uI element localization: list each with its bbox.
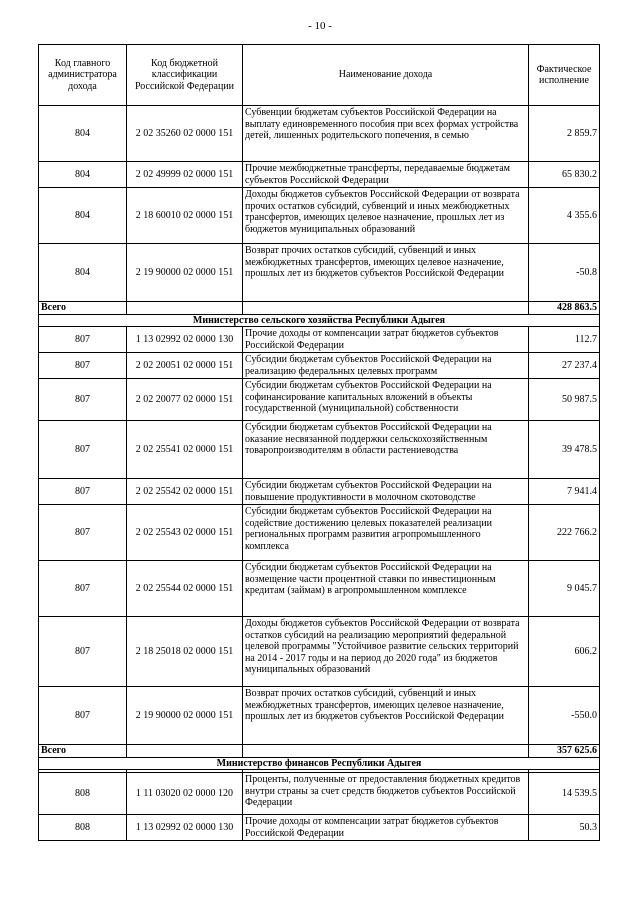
section-title: Министерство сельского хозяйства Республики Адыгея <box>39 314 600 327</box>
table-row <box>39 617 600 687</box>
income-name-cell: Возврат прочих остатков субсидий, субвенций и иных межбюджетных трансфертов, имеющих целевое назначение, прошлых лет из бюджетов субъектов Российской Федерации <box>243 687 529 745</box>
total-label: Всего <box>39 745 127 758</box>
header-budget-class: Код бюджетной классификации Российской Федерации <box>127 45 243 106</box>
total-empty-cell <box>127 302 243 315</box>
budget-class-cell: 2 02 25542 02 0000 151 <box>127 479 243 505</box>
actual-value-cell: 9 045.7 <box>529 561 600 617</box>
total-row <box>39 302 600 315</box>
income-name-cell: Субсидии бюджетам субъектов Российской Федерации на содействие достижению целевых показателей реализации региональных программ развития агропромышленного комплекса <box>243 505 529 561</box>
income-name-cell: Прочие доходы от компенсации затрат бюджетов субъектов Российской Федерации <box>243 815 529 841</box>
income-name-cell: Субсидии бюджетам субъектов Российской Федерации на оказание несвязанной поддержки сельскохозяйственным товаропроизводителям в области растениеводства <box>243 421 529 479</box>
income-name-cell: Возврат прочих остатков субсидий, субвенций и иных межбюджетных трансфертов, имеющих целевое назначение, прошлых лет из бюджетов субъектов Российской Федерации <box>243 244 529 302</box>
budget-class-cell: 2 02 25543 02 0000 151 <box>127 505 243 561</box>
total-value: 428 863.5 <box>529 302 600 315</box>
actual-value-cell: 27 237.4 <box>529 353 600 379</box>
admin-code-cell: 807 <box>39 561 127 617</box>
income-name-cell: Субсидии бюджетам субъектов Российской Федерации на возмещение части процентной ставки по инвестиционным кредитам (займам) в агропромышленном комплексе <box>243 561 529 617</box>
admin-code-cell: 804 <box>39 188 127 244</box>
actual-value-cell: 50 987.5 <box>529 379 600 421</box>
admin-code-cell: 804 <box>39 162 127 188</box>
table-row <box>39 162 600 188</box>
income-name-cell: Проценты, полученные от предоставления бюджетных кредитов внутри страны за счет средств бюджетов субъектов Российской Федерации <box>243 773 529 815</box>
admin-code-cell: 808 <box>39 773 127 815</box>
total-empty-cell <box>127 745 243 758</box>
page-number: - 10 - <box>308 20 332 32</box>
budget-class-cell: 2 02 20077 02 0000 151 <box>127 379 243 421</box>
table-row <box>39 379 600 421</box>
total-label: Всего <box>39 302 127 315</box>
actual-value-cell: 606.2 <box>529 617 600 687</box>
table-row <box>39 505 600 561</box>
header-actual: Фактическое исполнение <box>529 45 600 106</box>
actual-value-cell: 39 478.5 <box>529 421 600 479</box>
actual-value-cell: 222 766.2 <box>529 505 600 561</box>
admin-code-cell: 807 <box>39 479 127 505</box>
admin-code-cell: 807 <box>39 353 127 379</box>
table-row <box>39 773 600 815</box>
table-row <box>39 561 600 617</box>
income-name-cell: Прочие доходы от компенсации затрат бюджетов субъектов Российской Федерации <box>243 327 529 353</box>
section-header-row <box>39 757 600 770</box>
actual-value-cell: 14 539.5 <box>529 773 600 815</box>
budget-class-cell: 1 11 03020 02 0000 120 <box>127 773 243 815</box>
income-name-cell: Субвенции бюджетам субъектов Российской Федерации на выплату единовременного пособия при всех формах устройства детей, лишенных родительского попечения, в семью <box>243 106 529 162</box>
budget-class-cell: 2 18 60010 02 0000 151 <box>127 188 243 244</box>
actual-value-cell: -550.0 <box>529 687 600 745</box>
admin-code-cell: 808 <box>39 815 127 841</box>
budget-class-cell: 2 19 90000 02 0000 151 <box>127 244 243 302</box>
budget-class-cell: 1 13 02992 02 0000 130 <box>127 815 243 841</box>
income-name-cell: Субсидии бюджетам субъектов Российской Федерации на реализацию федеральных целевых программ <box>243 353 529 379</box>
admin-code-cell: 807 <box>39 687 127 745</box>
income-name-cell: Субсидии бюджетам субъектов Российской Федерации на повышение продуктивности в молочном скотоводстве <box>243 479 529 505</box>
budget-class-cell: 2 02 49999 02 0000 151 <box>127 162 243 188</box>
admin-code-cell: 807 <box>39 327 127 353</box>
table-row <box>39 353 600 379</box>
table-row <box>39 327 600 353</box>
admin-code-cell: 804 <box>39 244 127 302</box>
section-title: Министерство финансов Республики Адыгея <box>39 757 600 770</box>
actual-value-cell: 7 941.4 <box>529 479 600 505</box>
table-row <box>39 479 600 505</box>
table-body <box>39 106 600 841</box>
income-name-cell: Доходы бюджетов субъектов Российской Федерации от возврата прочих остатков субсидий, субвенций и иных межбюджетных трансфертов, имеющих целевое назначение, прошлых лет из бюджетов муниципальных образований <box>243 188 529 244</box>
income-name-cell: Субсидии бюджетам субъектов Российской Федерации на софинансирование капитальных вложений в объекты государственной (муниципальной) собственности <box>243 379 529 421</box>
actual-value-cell: 4 355.6 <box>529 188 600 244</box>
section-header-row <box>39 314 600 327</box>
income-name-cell: Прочие межбюджетные трансферты, передаваемые бюджетам субъектов Российской Федерации <box>243 162 529 188</box>
budget-class-cell: 2 02 20051 02 0000 151 <box>127 353 243 379</box>
admin-code-cell: 804 <box>39 106 127 162</box>
actual-value-cell: 112.7 <box>529 327 600 353</box>
table-header-row <box>39 45 600 106</box>
actual-value-cell: 2 859.7 <box>529 106 600 162</box>
actual-value-cell: 65 830.2 <box>529 162 600 188</box>
budget-class-cell: 2 02 35260 02 0000 151 <box>127 106 243 162</box>
header-income-name: Наименование дохода <box>243 45 529 106</box>
budget-class-cell: 2 18 25018 02 0000 151 <box>127 617 243 687</box>
admin-code-cell: 807 <box>39 617 127 687</box>
budget-class-cell: 2 19 90000 02 0000 151 <box>127 687 243 745</box>
total-value: 357 625.6 <box>529 745 600 758</box>
income-table <box>38 44 600 841</box>
table-row <box>39 244 600 302</box>
total-row <box>39 745 600 758</box>
budget-class-cell: 1 13 02992 02 0000 130 <box>127 327 243 353</box>
budget-class-cell: 2 02 25544 02 0000 151 <box>127 561 243 617</box>
table-row <box>39 687 600 745</box>
table-row <box>39 421 600 479</box>
table-row <box>39 106 600 162</box>
header-admin-code: Код главного администратора дохода <box>39 45 127 106</box>
table-row <box>39 815 600 841</box>
admin-code-cell: 807 <box>39 379 127 421</box>
total-empty-cell <box>243 302 529 315</box>
admin-code-cell: 807 <box>39 421 127 479</box>
admin-code-cell: 807 <box>39 505 127 561</box>
actual-value-cell: 50.3 <box>529 815 600 841</box>
budget-class-cell: 2 02 25541 02 0000 151 <box>127 421 243 479</box>
table-row <box>39 188 600 244</box>
actual-value-cell: -50.8 <box>529 244 600 302</box>
income-name-cell: Доходы бюджетов субъектов Российской Федерации от возврата остатков субсидий на реализацию мероприятий федеральной целевой программы "Устойчивое развитие сельских территорий на 2014 - 2017 годы и на период до 2020 года" из бюджетов муниципальных образований <box>243 617 529 687</box>
total-empty-cell <box>243 745 529 758</box>
